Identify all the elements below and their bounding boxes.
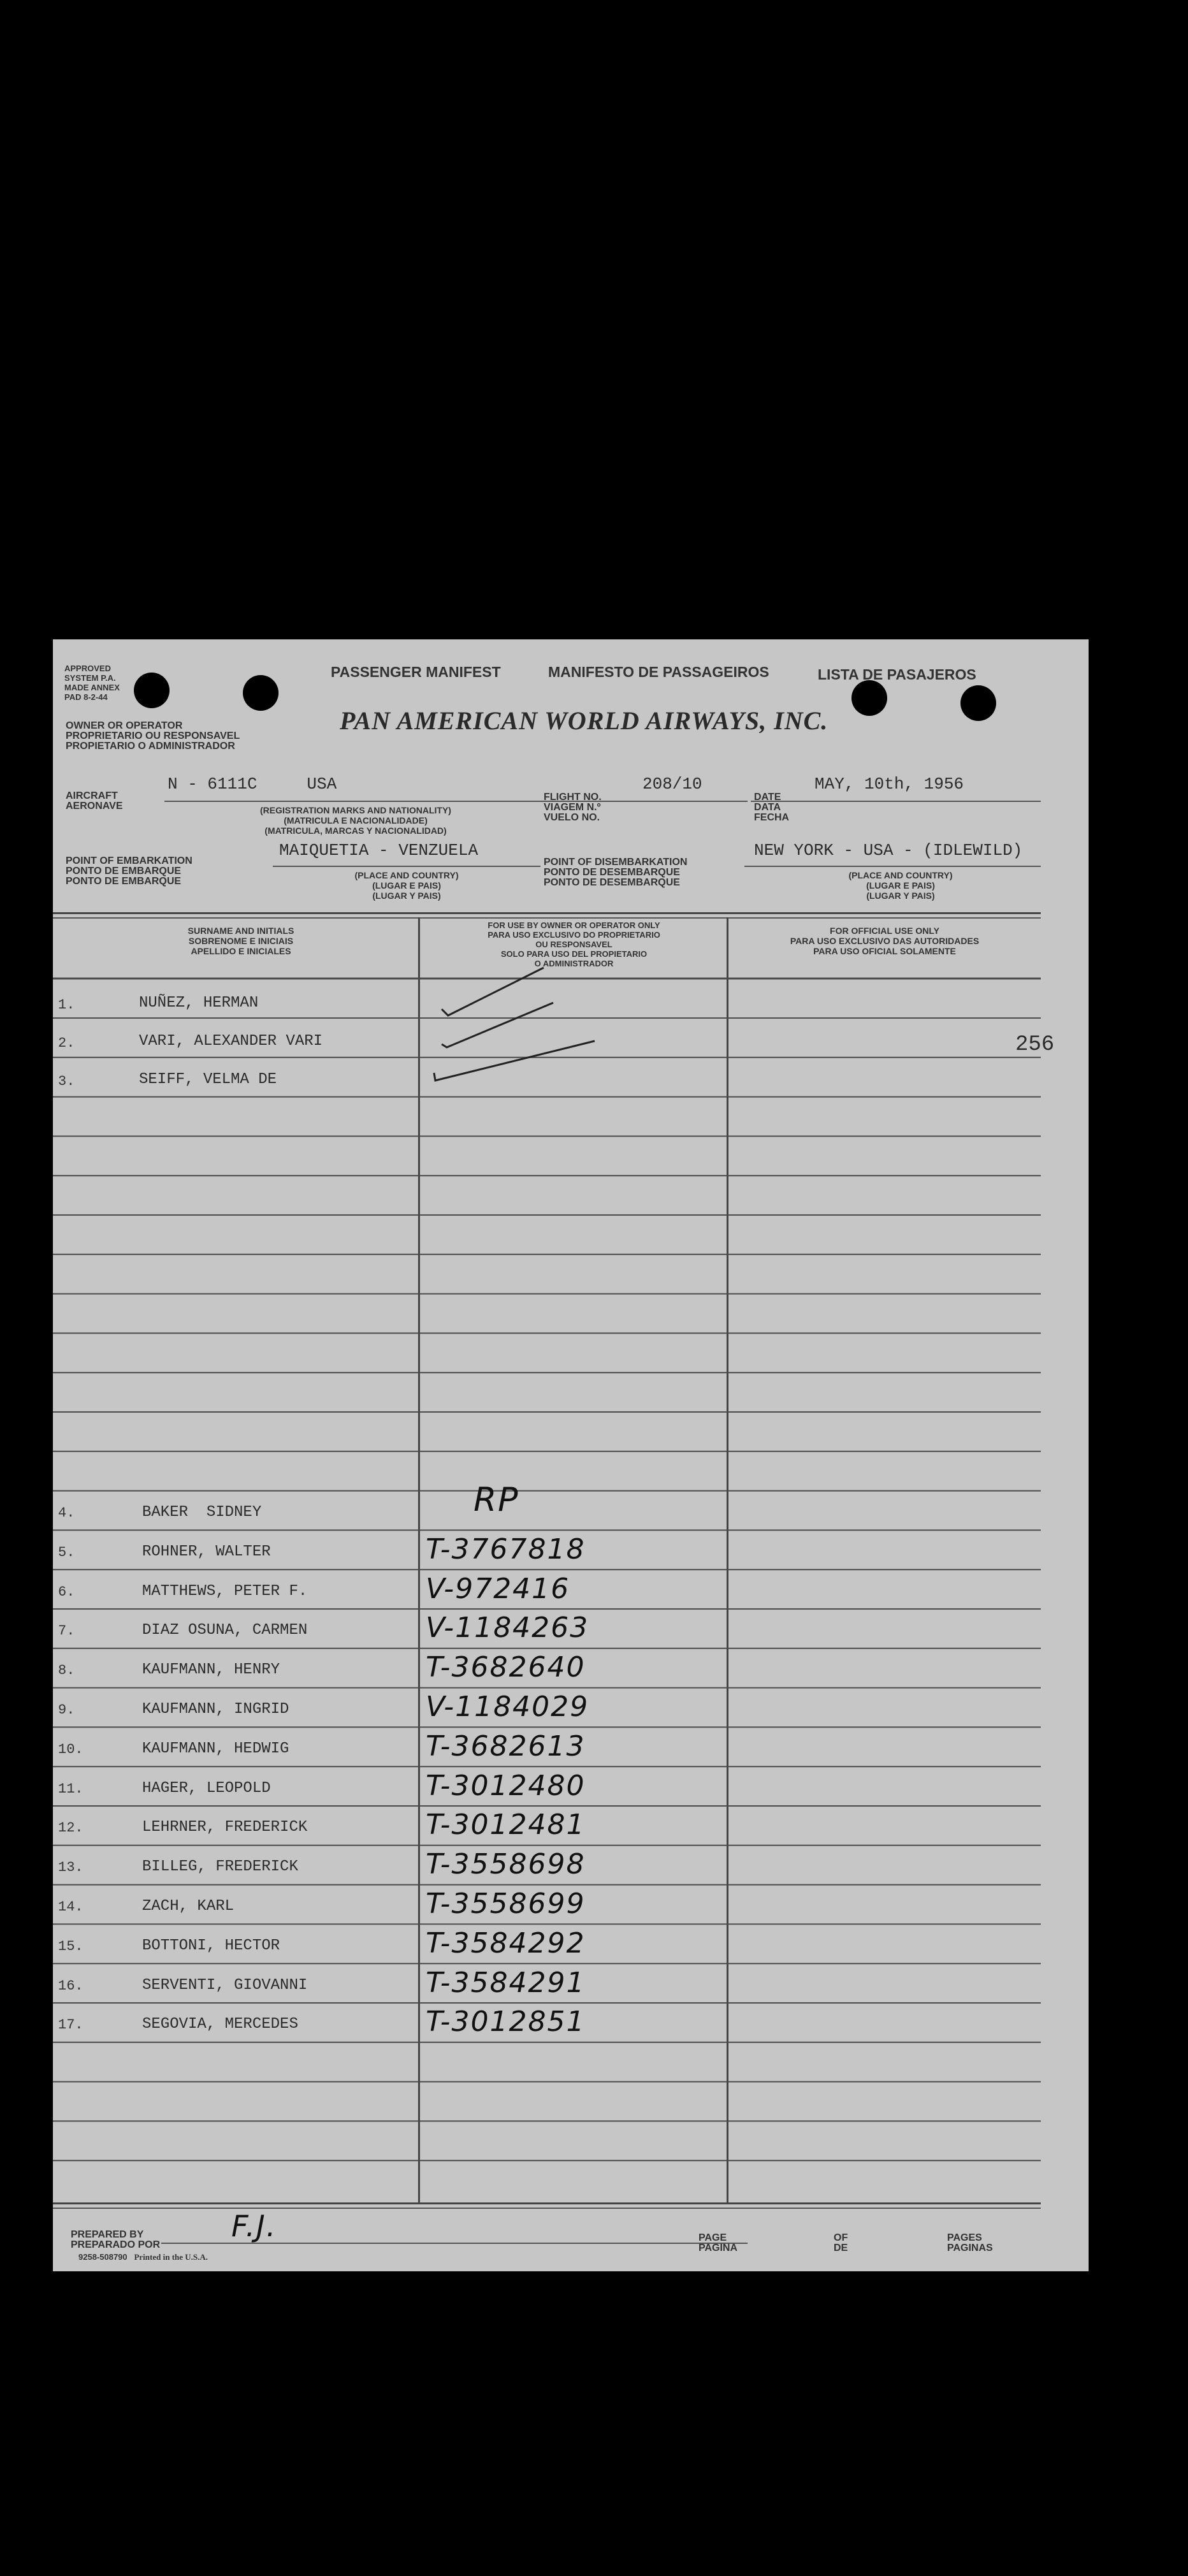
check-mark bbox=[442, 968, 544, 1015]
passenger-name: BOTTONI, HECTOR bbox=[142, 1937, 280, 1954]
passenger-number: 5. bbox=[58, 1544, 75, 1561]
document-number: T-3558698 bbox=[426, 1848, 586, 1881]
document-number: T-3584292 bbox=[426, 1926, 586, 1960]
document-number: T-3012851 bbox=[426, 2005, 586, 2039]
surname-column-header: SURNAME AND INITIALS SOBRENOME E INICIAIS APELLIDO E INICIALES bbox=[187, 926, 294, 956]
table-bottom-border-2 bbox=[53, 2208, 1041, 2209]
passenger-name: ZACH, KARL bbox=[142, 1898, 235, 1915]
check-marks bbox=[384, 939, 614, 1098]
prepared-underline bbox=[161, 2243, 748, 2244]
passenger-number: 4. bbox=[58, 1505, 75, 1521]
official-value: 256 bbox=[1015, 1033, 1055, 1057]
table-bottom-border bbox=[53, 2202, 1041, 2204]
of-labels: OF DE bbox=[834, 2232, 848, 2253]
flight-number: 208/10 bbox=[642, 775, 702, 794]
document-number: V-1184263 bbox=[426, 1612, 590, 1645]
passenger-name: ROHNER, WALTER bbox=[142, 1543, 271, 1561]
title-pt: MANIFESTO DE PASSAGEIROS bbox=[548, 664, 769, 680]
passenger-number: 16. bbox=[58, 1977, 83, 1994]
aircraft-labels: AIRCRAFT AERONAVE bbox=[66, 790, 123, 811]
passenger-number: 2. bbox=[58, 1035, 75, 1051]
passenger-number: 13. bbox=[58, 1859, 83, 1876]
passenger-number: 14. bbox=[58, 1899, 83, 1915]
disembark-value: NEW YORK - USA - (IDLEWILD) bbox=[754, 841, 1023, 860]
passenger-name: VARI, ALEXANDER VARI bbox=[139, 1033, 323, 1050]
prepared-by-labels: PREPARED BY PREPARADO POR bbox=[71, 2229, 161, 2250]
flight-labels: FLIGHT NO. VIAGEM N.º VUELO NO. bbox=[544, 792, 602, 823]
document-number: T-3767818 bbox=[426, 1532, 586, 1566]
manifest-sheet bbox=[53, 639, 1089, 2271]
embark-labels: POINT OF EMBARKATION PONTO DE EMBARQUE PONTO DE EMBARQUE bbox=[66, 855, 192, 887]
registration-labels: (REGISTRATION MARKS AND NATIONALITY) (MATRICULA E NACIONALIDADE) (MATRICULA, MARCAS Y NACIONALIDAD) bbox=[260, 805, 451, 836]
passenger-number: 17. bbox=[58, 2017, 83, 2034]
disembark-place-labels: (PLACE AND COUNTRY) (LUGAR E PAIS) (LUGAR Y PAIS) bbox=[848, 870, 953, 901]
passenger-name: KAUFMANN, HEDWIG bbox=[142, 1740, 289, 1757]
passenger-name: KAUFMANN, HENRY bbox=[142, 1661, 280, 1679]
aircraft-value: N - 6111C USA bbox=[168, 775, 337, 794]
document-number: T-3012480 bbox=[426, 1769, 586, 1802]
passenger-name: KAUFMANN, INGRID bbox=[142, 1701, 289, 1718]
passenger-name: HAGER, LEOPOLD bbox=[142, 1779, 271, 1797]
passenger-name: NUÑEZ, HERMAN bbox=[139, 994, 259, 1012]
pages-labels: PAGES PAGINAS bbox=[947, 2232, 993, 2253]
flight-date: MAY, 10th, 1956 bbox=[815, 775, 964, 794]
document-number: T-3584291 bbox=[426, 1966, 586, 1999]
embark-value: MAIQUETIA - VENZUELA bbox=[279, 841, 479, 860]
document-number: T-3682640 bbox=[426, 1651, 586, 1684]
passenger-name: BILLEG, FREDERICK bbox=[142, 1858, 298, 1876]
passenger-name: SERVENTI, GIOVANNI bbox=[142, 1976, 308, 1994]
approval-line: APPROVED bbox=[64, 664, 111, 673]
passenger-number: 10. bbox=[58, 1741, 83, 1757]
passenger-name: SEGOVIA, MERCEDES bbox=[142, 2016, 298, 2034]
passenger-number: 12. bbox=[58, 1820, 83, 1837]
check-mark bbox=[434, 1041, 595, 1081]
passenger-name: DIAZ OSUNA, CARMEN bbox=[142, 1622, 308, 1640]
official-column-header: FOR OFFICIAL USE ONLY PARA USO EXCLUSIVO DAS AUTORIDADES PARA USO OFICIAL SOLAMENTE bbox=[790, 926, 980, 956]
date-labels: DATE DATA FECHA bbox=[754, 792, 790, 823]
rp-note: RP bbox=[474, 1481, 519, 1519]
page-labels: PAGE PAGINA bbox=[699, 2232, 738, 2253]
passenger-name: SEIFF, VELMA DE bbox=[139, 1071, 277, 1088]
document-number: T-3682613 bbox=[426, 1729, 586, 1763]
document-number: V-1184029 bbox=[426, 1691, 590, 1723]
document-number: T-3012481 bbox=[426, 1808, 586, 1842]
operator-name: PAN AMERICAN WORLD AIRWAYS, INC. bbox=[340, 706, 829, 735]
passenger-name: MATTHEWS, PETER F. bbox=[142, 1582, 308, 1600]
document-number: T-3558699 bbox=[426, 1888, 586, 1920]
form-number: 9258-508790 Printed in the U.S.A. bbox=[78, 2252, 208, 2262]
passenger-name: LEHRNER, FREDERICK bbox=[142, 1819, 308, 1837]
embark-place-labels: (PLACE AND COUNTRY) (LUGAR E PAIS) (LUGAR Y PAIS) bbox=[354, 870, 459, 901]
passenger-number: 7. bbox=[58, 1623, 75, 1640]
passenger-number: 9. bbox=[58, 1702, 75, 1718]
owner-column-header: FOR USE BY OWNER OR OPERATOR ONLY PARA USO EXCLUSIVO DO PROPRIETARIO OU RESPONSAVEL SOLO PARA USO DEL PROPIETARIO O ADMINISTRADOR bbox=[488, 921, 660, 968]
passenger-number: 11. bbox=[58, 1780, 83, 1797]
title-en: PASSENGER MANIFEST bbox=[331, 664, 501, 680]
passenger-number: 3. bbox=[58, 1073, 75, 1089]
preparer-signature: F.J. bbox=[231, 2209, 277, 2243]
passenger-number: 6. bbox=[58, 1583, 75, 1600]
document-number: V-972416 bbox=[426, 1572, 570, 1605]
disembark-labels: POINT OF DISEMBARKATION PONTO DE DESEMBARQUE PONTO DE DESEMBARQUE bbox=[544, 857, 688, 888]
passenger-number: 8. bbox=[58, 1663, 75, 1679]
title-es: LISTA DE PASAJEROS bbox=[818, 666, 976, 683]
operator-labels: OWNER OR OPERATOR PROPRIETARIO OU RESPONSAVEL PROPIETARIO O ADMINISTRADOR bbox=[66, 720, 240, 752]
approval-line: PAD 8-2-44 bbox=[64, 692, 108, 702]
approval-line: MADE ANNEX bbox=[64, 683, 120, 692]
passenger-number: 15. bbox=[58, 1938, 83, 1954]
passenger-name: BAKER SIDNEY bbox=[142, 1504, 262, 1521]
approval-line: SYSTEM P.A. bbox=[64, 673, 116, 683]
passenger-number: 1. bbox=[58, 997, 75, 1013]
